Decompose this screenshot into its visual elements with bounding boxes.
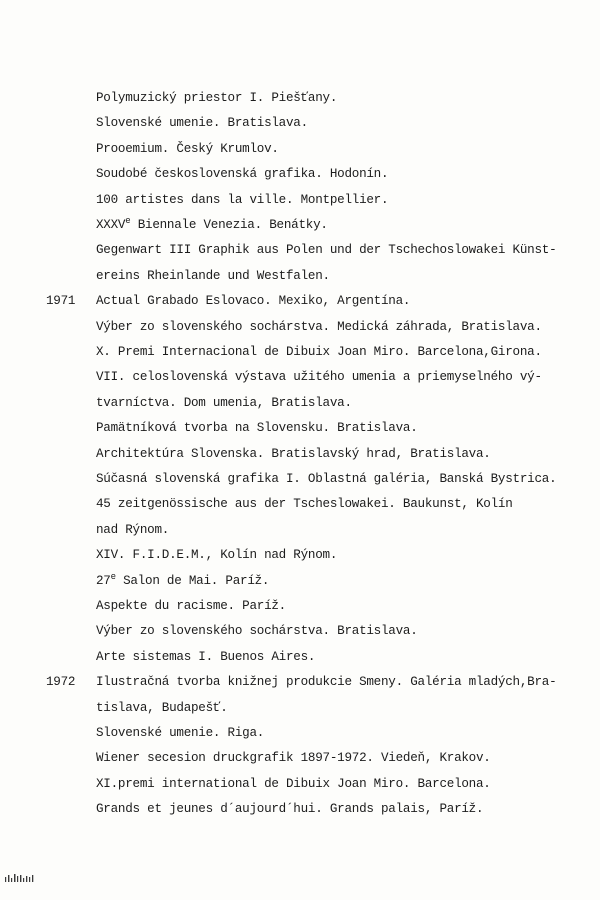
entry-text [96, 189, 388, 211]
entry-line [0, 570, 600, 592]
entry-line [0, 392, 600, 414]
entry-text [96, 443, 491, 465]
entry-text-rest: Biennale Venezia. Benátky. [130, 218, 328, 232]
entry-text [96, 290, 410, 312]
entry-text-main: Soudobé československá grafika. Hodonín. [96, 167, 389, 182]
entry-text-main: Polymuzický priestor I. Piešťany. [96, 91, 338, 105]
scan-edge-mark [4, 872, 38, 884]
entry-text [96, 722, 264, 744]
entry-line [0, 163, 600, 185]
entry-line [0, 773, 600, 795]
entry-text-main: 100 artistes dans la ville. Montpellier. [96, 192, 389, 207]
entry-text [96, 747, 491, 769]
entry-text-main: Ilustračná tvorba knižnej produkcie Smeny. Galéria mladých,Bra- [96, 675, 557, 690]
entry-line [0, 493, 600, 515]
entry-text-main: Výber zo slovenského sochárstva. Medická záhrada, Bratislava. [96, 319, 542, 334]
entry-line [0, 366, 600, 388]
entry-line [0, 747, 600, 769]
entry-line [0, 697, 600, 719]
entry-text-main: X. Premi Internacional de Dibuix Joan Miro. Barcelona,Girona. [96, 345, 542, 359]
entry-text [96, 468, 556, 490]
entry-line [0, 316, 600, 338]
entry-text [96, 595, 286, 617]
entry-line-with-year [0, 290, 600, 312]
entry-text-main: tislava, Budapešť. [96, 700, 228, 715]
entry-line [0, 443, 600, 465]
entry-text [96, 544, 337, 566]
year-label: 1972 [46, 675, 76, 690]
entry-line [0, 646, 600, 668]
entry-text [96, 87, 337, 109]
entry-line [0, 341, 600, 363]
entry-text [96, 620, 418, 642]
entry-text-main: 27 [96, 573, 111, 588]
entry-text-main: ereins Rheinlande und Westfalen. [96, 268, 330, 283]
entry-line-with-year [0, 671, 600, 693]
entry-line [0, 239, 600, 261]
entry-text-main: nad Rýnom. [96, 522, 170, 537]
entry-text-main: 45 zeitgenössische aus der Tscheslowakei. Baukunst, Kolín [96, 497, 513, 512]
entry-text-main: Aspekte du racisme. Paríž. [96, 599, 286, 613]
entry-text [96, 138, 279, 160]
entry-text-main: Gegenwart III Graphik aus Polen und der Tschechoslowakei Künst- [96, 243, 557, 258]
entry-text-main: Súčasná slovenská grafika I. Oblastná galéria, Banská Bystrica. [96, 472, 557, 486]
entry-text-main: Grands et jeunes d´aujourd´hui. Grands palais, Paríž. [96, 802, 484, 817]
entry-text [96, 519, 169, 541]
entry-text-main: XI.premi international de Dibuix Joan Miro. Barcelona. [96, 776, 491, 791]
year-label: 1971 [46, 294, 76, 309]
entry-text-main: XXXV [96, 218, 126, 232]
entry-text [96, 570, 269, 592]
entry-text [96, 646, 315, 668]
entry-text [96, 493, 513, 515]
entry-line [0, 519, 600, 541]
entry-text [96, 697, 228, 719]
entry-text-main: Výber zo slovenského sochárstva. Bratislava. [96, 624, 418, 639]
entry-line [0, 595, 600, 617]
entry-line [0, 417, 600, 439]
entry-text-main: Prooemium. Český Krumlov. [96, 141, 279, 156]
entry-text-main: Slovenské umenie. Bratislava. [96, 116, 308, 131]
entry-text [96, 417, 418, 439]
entry-text-main: Actual Grabado Eslovaco. Mexiko, Argentína. [96, 294, 411, 309]
entry-line [0, 468, 600, 490]
entry-line [0, 544, 600, 566]
entry-line [0, 798, 600, 820]
entry-text [96, 316, 542, 338]
entry-text-main: Slovenské umenie. Riga. [96, 726, 265, 740]
entry-text [96, 341, 542, 363]
entry-line [0, 87, 600, 109]
entry-text [96, 163, 388, 185]
entry-text [96, 366, 542, 388]
entry-text-main: Wiener secesion druckgrafik 1897-1972. Viedeň, Krakov. [96, 751, 491, 766]
superscript: e [110, 571, 116, 582]
entry-line [0, 112, 600, 134]
entry-text [96, 392, 352, 414]
entry-text-main: VII. celoslovenská výstava užitého umenia a priemyselného vý- [96, 370, 542, 385]
entry-text [96, 265, 330, 287]
entry-text [96, 798, 483, 820]
entry-text-main: XIV. F.I.D.E.M., Kolín nad Rýnom. [96, 548, 338, 563]
entry-text-main: tvarníctva. Dom umenia, Bratislava. [96, 395, 352, 410]
entry-text-main: Pamätníková tvorba na Slovensku. Bratislava. [96, 421, 418, 436]
entry-text [96, 112, 308, 134]
entry-text-rest: Salon de Mai. Paríž. [115, 573, 270, 588]
entry-text [96, 773, 491, 795]
superscript: e [125, 216, 131, 226]
entry-text [96, 239, 556, 261]
entry-line [0, 189, 600, 211]
entry-text [96, 214, 328, 236]
entry-line [0, 138, 600, 160]
entry-text [96, 671, 556, 693]
entry-line [0, 620, 600, 642]
entry-line [0, 722, 600, 744]
entry-text-main: Arte sistemas I. Buenos Aires. [96, 649, 316, 664]
entry-text-main: Architektúra Slovenska. Bratislavský hrad, Bratislava. [96, 446, 491, 461]
entry-line [0, 214, 600, 236]
entry-line [0, 265, 600, 287]
